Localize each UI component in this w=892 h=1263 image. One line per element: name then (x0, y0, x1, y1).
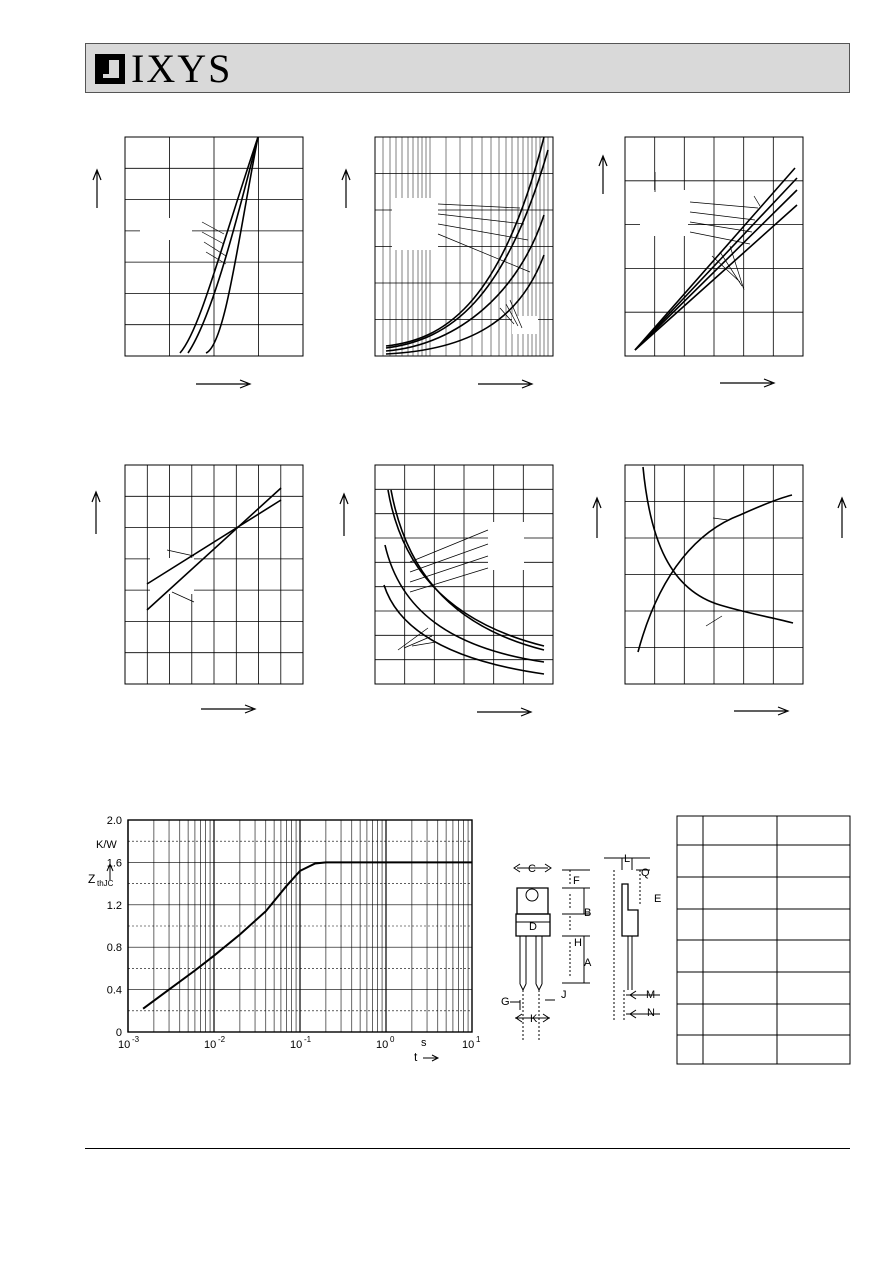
zth-ytick-label: 0.8 (106, 942, 122, 955)
zth-xtick-exp: -1 (304, 1035, 312, 1044)
dim-label-h: H (574, 937, 582, 949)
dim-label-c: C (528, 863, 536, 875)
zth-ytick-label: 2.0 (106, 815, 122, 827)
dim-label-b: B (584, 907, 592, 919)
dim-label-j: J (561, 989, 567, 1001)
zth-x-symbol: t (414, 1050, 418, 1064)
zth-y-subscript: thJC (97, 879, 114, 888)
dim-label-n: N (647, 1007, 655, 1019)
zth-xtick-label: 10 (290, 1039, 303, 1051)
zth-x-unit: s (421, 1037, 427, 1049)
zth-y-unit: K/W (96, 839, 117, 851)
zth-xtick-label: 10 (118, 1039, 131, 1051)
dim-label-f: F (573, 875, 580, 887)
zth-ytick-label: 0 (115, 1027, 122, 1039)
dim-label-l: L (624, 853, 631, 865)
dim-label-e: E (654, 893, 662, 905)
zth-ytick-label: 1.2 (106, 899, 122, 912)
zth-xtick-label: 10 (204, 1039, 217, 1051)
zth-xtick-exp: -2 (218, 1035, 226, 1044)
dim-label-k: K (530, 1013, 538, 1025)
zth-xtick-exp: 1 (476, 1035, 481, 1044)
footer-divider (85, 1148, 850, 1149)
zth-ytick-label: 1.6 (106, 857, 122, 870)
zth-xtick-exp: -3 (132, 1035, 140, 1044)
dim-label-q: Q (641, 867, 650, 879)
zth-xtick-label: 10 (376, 1039, 389, 1051)
zth-xtick-label: 10 (462, 1039, 475, 1051)
zth-xtick-exp: 0 (390, 1035, 395, 1044)
zth-ytick-label: 0.4 (106, 984, 122, 997)
dim-label-a: A (584, 957, 592, 969)
dim-label-m: M (646, 989, 656, 1001)
dim-label-d: D (529, 921, 537, 933)
zth-y-symbol: Z (88, 872, 96, 886)
dim-label-g: G (501, 996, 510, 1008)
logo-text: IXYS (131, 46, 233, 91)
